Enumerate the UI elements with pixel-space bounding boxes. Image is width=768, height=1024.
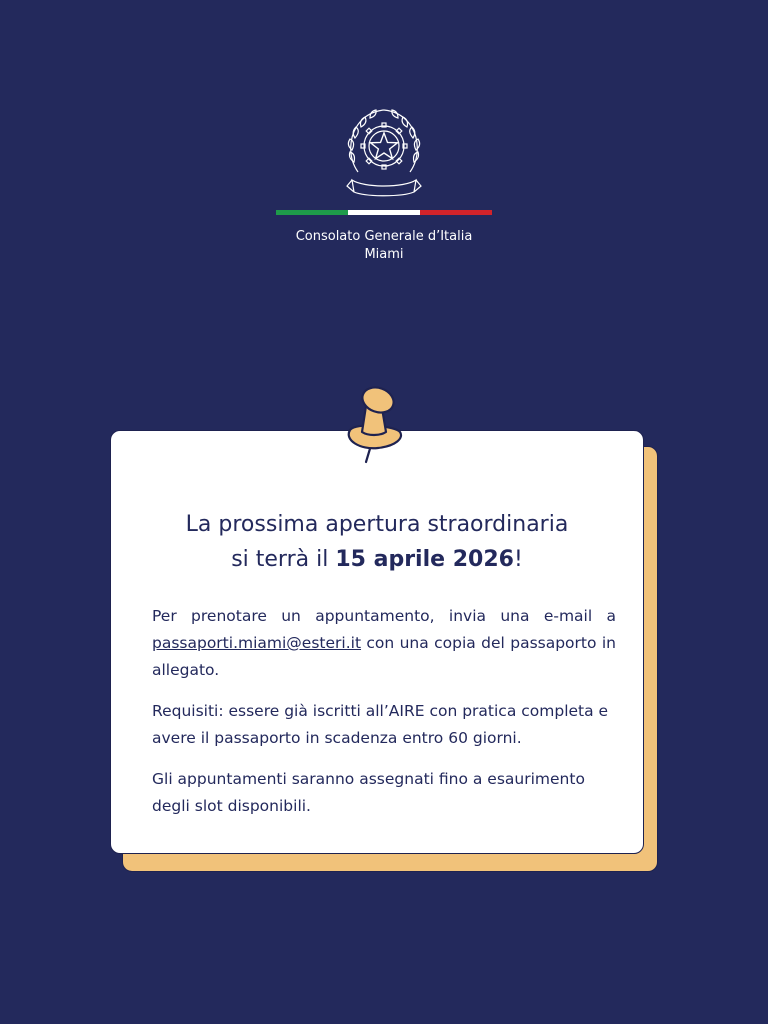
headline-line-1: La prossima apertura straordinaria xyxy=(185,512,569,537)
pushpin-icon xyxy=(338,382,410,468)
notice-body xyxy=(152,603,616,834)
notice-card xyxy=(110,430,644,854)
italian-flag-bar xyxy=(276,210,492,215)
consulate-city: Miami xyxy=(364,247,404,262)
italian-republic-emblem-icon xyxy=(344,102,424,198)
headline-prefix: si terrà il xyxy=(231,547,336,572)
flag-white-segment xyxy=(348,210,420,215)
paragraph-availability: Gli appuntamenti saranno assegnati fino a esaurimento degli slot disponibili. xyxy=(152,770,585,815)
paragraph-booking xyxy=(152,603,616,684)
email-link[interactable]: passaporti.miami@esteri.it xyxy=(152,634,362,652)
consulate-header xyxy=(0,0,768,290)
flag-green-segment xyxy=(276,210,348,215)
flag-red-segment xyxy=(420,210,492,215)
consulate-name xyxy=(0,228,768,264)
notice-headline xyxy=(111,507,643,577)
consulate-title: Consolato Generale d’Italia xyxy=(295,229,473,244)
paragraph-requirements: Requisiti: essere già iscritti all’AIRE con pratica completa e avere il passaporto in scadenza entro 60 giorni. xyxy=(152,702,609,747)
headline-date: 15 aprile 2026 xyxy=(335,547,514,572)
paragraph-booking-intro: Per prenotare un appuntamento, invia una e-mail a xyxy=(152,607,616,625)
headline-suffix: ! xyxy=(513,547,523,572)
paragraph-booking-rest: con una copia del passaporto in allegato. xyxy=(152,634,616,679)
headline-line-2 xyxy=(111,542,643,577)
